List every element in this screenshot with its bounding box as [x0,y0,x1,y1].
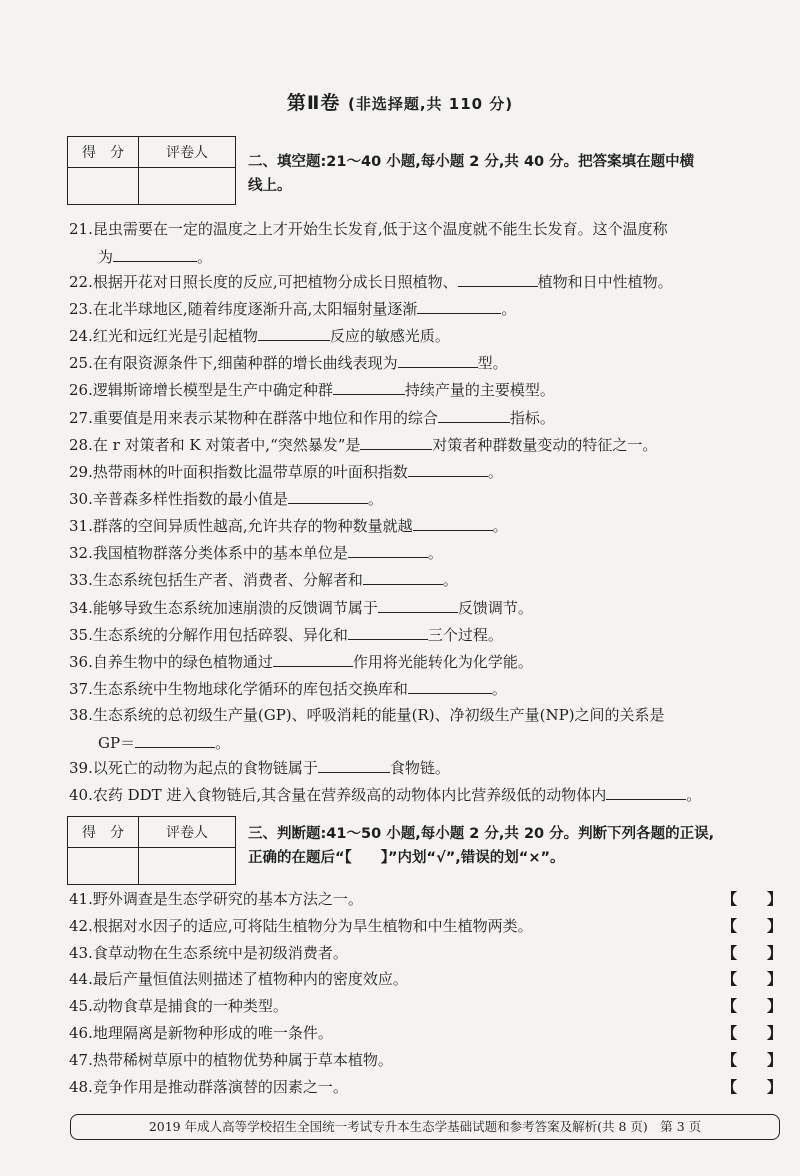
judge-question [69,942,348,964]
question-number: 34. [69,599,93,617]
question-text: 野外调查是生态学研究的基本方法之一。 [92,890,363,908]
question-text: 群落的空间异质性越高,允许共存的物种数量就越 [92,517,413,535]
question-number: 46. [69,1024,93,1042]
question-number: 31. [69,517,93,535]
question-text: 。 [215,734,231,752]
question-text: 。 [197,248,213,266]
question-text: 根据对水因子的适应,可将陆生植物分为旱生植物和中生植物两类。 [92,916,533,935]
question-text: 。 [491,680,507,698]
part-title-main: 第Ⅱ卷 [286,92,341,114]
answer-blank[interactable] [413,514,493,531]
judge-question [69,968,408,990]
question-text: 在北半球地区,随着纬度逐渐升高,太阳辐射量逐渐 [92,300,418,318]
question-text: 辛普森多样性指数的最小值是 [92,490,288,508]
score-label: 得 分 [68,817,139,848]
answer-bracket[interactable]: 【 】 [722,1024,783,1042]
question-text: 指标。 [509,409,555,427]
answer-bracket[interactable]: 【 】 [722,1077,783,1096]
question-text: 三个过程。 [427,626,503,644]
fill-question [69,460,503,483]
question-text: 在 r 对策者和 K 对策者中,“突然暴发”是 [92,436,361,454]
answer-blank[interactable] [378,596,458,613]
answer-blank[interactable] [135,731,215,748]
question-number: 28. [69,436,93,454]
fill-question [69,433,657,456]
answer-bracket[interactable]: 【 】 [722,916,783,935]
fill-question [69,324,450,347]
fill-question [69,568,458,591]
answer-blank[interactable] [438,406,510,423]
fill-question [69,218,668,240]
answer-blank[interactable] [363,568,443,585]
question-text: 。 [492,517,508,535]
judge-question [69,915,533,937]
question-number: 24. [69,327,93,345]
question-text: 能够导致生态系统加速崩溃的反馈调节属于 [92,599,378,617]
question-text: 。 [501,300,517,318]
question-text: GP＝ [98,734,136,752]
fill-question [69,650,533,673]
question-text: 对策者种群数量变动的特征之一。 [432,436,658,454]
section3-heading: 三、判断题:41～50 小题,每小题 2 分,共 20 分。判断下列各题的正误, 正确的在题后“【 】”内划“√”,错误的划“×”。 [248,826,715,866]
grader-cell [139,848,236,885]
question-text: 生态系统的分解作用包括碎裂、异化和 [92,626,348,644]
question-text: 动物食草是捕食的一种类型。 [92,997,288,1016]
fill-question [69,487,383,510]
question-text: 生态系统的总初级生产量(GP)、呼吸消耗的能量(R)、净初级生产量(NP)之间的关系是 [92,706,665,724]
score-cell [68,168,139,205]
fill-question [69,756,450,779]
question-text: 逻辑斯谛增长模型是生产中确定种群 [92,381,333,399]
answer-blank[interactable] [333,378,405,395]
grader-cell [139,168,236,205]
question-number: 37. [69,680,93,698]
question-text: 型。 [477,354,508,372]
question-text: 为 [98,248,114,266]
question-number: 32. [69,544,93,562]
judge-question [69,1022,333,1044]
fill-question [69,378,555,401]
question-number: 23. [69,300,93,318]
answer-bracket[interactable]: 【 】 [722,1050,783,1069]
answer-blank[interactable] [458,270,538,287]
question-text: 食物链。 [389,759,450,777]
answer-blank[interactable] [288,487,368,504]
section2-heading: 二、填空题:21～40 小题,每小题 2 分,共 40 分。把答案填在题中横 线上。 [248,154,695,194]
judge-question [69,888,363,910]
answer-blank[interactable] [417,297,501,314]
question-text: 在有限资源条件下,细菌种群的增长曲线表现为 [92,354,398,372]
question-text: 。 [686,786,702,804]
fill-question [69,297,516,320]
fill-question [69,596,533,619]
fill-question [69,514,508,537]
question-text: 根据开花对日照长度的反应,可把植物分成长日照植物、 [92,273,458,291]
judge-question [69,995,288,1017]
fill-question [69,270,673,293]
question-text: 生态系统包括生产者、消费者、分解者和 [92,571,363,589]
question-text: 食草动物在生态系统中是初级消费者。 [92,943,348,962]
question-number: 39. [69,759,93,777]
question-number: 33. [69,571,93,589]
fill-question [69,351,508,374]
grader-label: 评卷人 [139,817,236,848]
answer-blank[interactable] [606,783,686,800]
fill-question [69,677,507,700]
answer-blank[interactable] [398,351,478,368]
question-text: 。 [487,463,503,481]
grader-label: 评卷人 [139,137,236,168]
answer-blank[interactable] [273,650,353,667]
question-text: 植物和日中性植物。 [537,273,673,291]
question-number: 38. [69,706,93,724]
question-number: 45. [69,997,93,1016]
question-number: 36. [69,653,93,671]
question-text: 作用将光能转化为化学能。 [352,653,533,671]
question-text: 地理隔离是新物种形成的唯一条件。 [92,1024,333,1042]
score-table-section2 [67,136,236,205]
question-text: 以死亡的动物为起点的食物链属于 [92,759,318,777]
page-footer: 2019 年成人高等学校招生全国统一考试专升本生态学基础试题和参考答案及解析(共 8 页) 第 3 页 [70,1114,780,1140]
question-number: 27. [69,409,93,427]
answer-blank[interactable] [408,460,488,477]
question-text: 热带雨林的叶面积指数比温带草原的叶面积指数 [92,463,408,481]
question-text: 竞争作用是推动群落演替的因素之一。 [92,1077,348,1096]
answer-blank[interactable] [258,324,330,341]
question-text: 红光和远红光是引起植物 [92,327,258,345]
question-text: 生态系统中生物地球化学循环的库包括交换库和 [92,680,408,698]
question-text: 农药 DDT 进入食物链后,其含量在营养级高的动物体内比营养级低的动物体内 [92,786,607,804]
question-text: 我国植物群落分类体系中的基本单位是 [92,544,348,562]
question-text: 重要值是用来表示某物种在群落中地位和作用的综合 [92,409,438,427]
answer-bracket[interactable]: 【 】 [722,997,783,1016]
part-title-sub: (非选择题,共 110 分) [347,95,514,113]
answer-blank[interactable] [408,677,492,694]
question-text: 自养生物中的绿色植物通过 [92,653,273,671]
fill-question [69,541,443,564]
fill-question [69,783,701,806]
question-text: 反馈调节。 [457,599,533,617]
question-number: 29. [69,463,93,481]
question-number: 21. [69,220,93,238]
answer-blank[interactable] [348,541,428,558]
question-number: 40. [69,786,93,804]
question-text: 反应的敏感光质。 [329,327,450,345]
question-number: 30. [69,490,93,508]
question-text: 最后产量恒值法则描述了植物种内的密度效应。 [92,970,408,989]
judge-question [69,1049,393,1071]
question-number: 25. [69,354,93,372]
question-number: 26. [69,381,93,399]
question-number: 42. [69,916,93,935]
answer-blank[interactable] [348,623,428,640]
answer-blank[interactable] [360,433,432,450]
question-text: 。 [427,544,443,562]
fill-question [69,704,665,726]
question-text: 。 [367,490,383,508]
question-number: 44. [69,970,93,989]
fill-question [69,406,555,429]
answer-blank[interactable] [113,245,197,262]
fill-question-continuation [98,731,230,754]
fill-question [69,623,503,646]
question-number: 48. [69,1077,93,1096]
question-number: 41. [69,890,93,908]
question-text: 持续产量的主要模型。 [404,381,555,399]
score-table-section3 [67,816,236,885]
answer-bracket[interactable]: 【 】 [722,943,783,962]
judge-question [69,1076,348,1098]
question-number: 43. [69,943,93,962]
answer-bracket[interactable]: 【 】 [722,970,783,989]
question-number: 47. [69,1050,93,1069]
answer-blank[interactable] [318,756,390,773]
answer-bracket[interactable]: 【 】 [722,890,783,908]
question-number: 35. [69,626,93,644]
score-cell [68,848,139,885]
question-number: 22. [69,273,93,291]
question-text: 昆虫需要在一定的温度之上才开始生长发育,低于这个温度就不能生长发育。这个温度称 [92,220,668,238]
score-label: 得 分 [68,137,139,168]
part-title [0,88,800,115]
question-text: 热带稀树草原中的植物优势种属于草本植物。 [92,1050,393,1069]
question-text: 。 [442,571,458,589]
fill-question-continuation [98,245,212,268]
